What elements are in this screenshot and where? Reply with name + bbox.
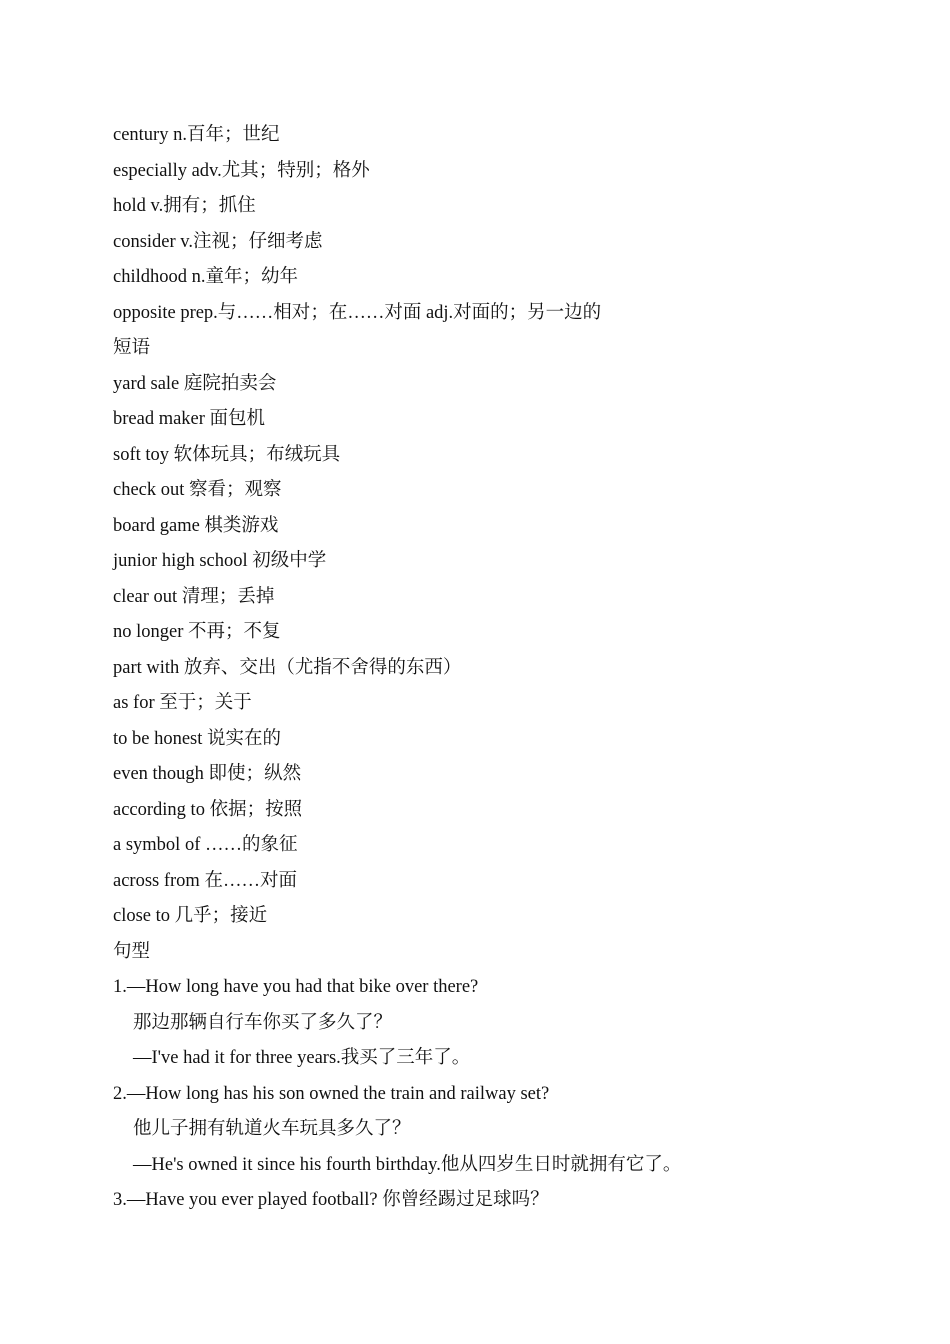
phrase-item: junior high school 初级中学 xyxy=(113,551,327,571)
vocab-item: consider v.注视；仔细考虑 xyxy=(113,231,323,252)
phrases-heading: 短语 xyxy=(113,338,151,358)
sentences-heading: 句型 xyxy=(113,941,151,962)
vocab-item: century n.百年；世纪 xyxy=(113,125,280,145)
phrase-item: soft toy 软体玩具；布绒玩具 xyxy=(113,444,341,465)
phrase-item: board game 棋类游戏 xyxy=(113,515,279,536)
phrase-item: bread maker 面包机 xyxy=(113,409,266,429)
document-page xyxy=(113,118,893,1219)
phrase-item: a symbol of ……的象征 xyxy=(113,835,298,855)
vocab-item: hold v.拥有；抓住 xyxy=(113,196,256,216)
vocab-item: especially adv.尤其；特别；格外 xyxy=(113,160,370,181)
phrase-item: part with 放弃、交出（尤指不舍得的东西） xyxy=(113,657,462,678)
sentence-answer: —I've had it for three years.我买了三年了。 xyxy=(133,1048,471,1068)
phrase-item: no longer 不再；不复 xyxy=(113,622,281,642)
phrase-item: according to 依据；按照 xyxy=(113,799,303,820)
sentence-question: 1.—How long have you had that bike over there? xyxy=(113,977,479,997)
sentence-question-translation: 他儿子拥有轨道火车玩具多久了？ xyxy=(133,1119,411,1139)
phrase-item: yard sale 庭院拍卖会 xyxy=(113,373,277,394)
vocab-item: childhood n.童年；幼年 xyxy=(113,267,298,287)
sentence-question: 3.—Have you ever played football? 你曾经踢过足球吗？ xyxy=(113,1190,549,1210)
phrase-item: even though 即使；纵然 xyxy=(113,764,302,784)
phrase-item: check out 察看；观察 xyxy=(113,480,282,500)
phrase-item: clear out 清理；丢掉 xyxy=(113,586,275,607)
phrase-item: close to 几乎；接近 xyxy=(113,906,268,926)
phrase-item: as for 至于；关于 xyxy=(113,693,252,713)
sentence-answer: —He's owned it since his fourth birthday.他从四岁生日时就拥有它了。 xyxy=(133,1154,682,1175)
sentence-question: 2.—How long has his son owned the train and railway set? xyxy=(113,1083,550,1104)
phrase-item: to be honest 说实在的 xyxy=(113,728,282,749)
vocab-item: opposite prep.与……相对；在……对面 adj.对面的；另一边的 xyxy=(113,302,602,323)
sentence-question-translation: 那边那辆自行车你买了多久了？ xyxy=(133,1012,393,1033)
phrase-item: across from 在……对面 xyxy=(113,870,297,891)
